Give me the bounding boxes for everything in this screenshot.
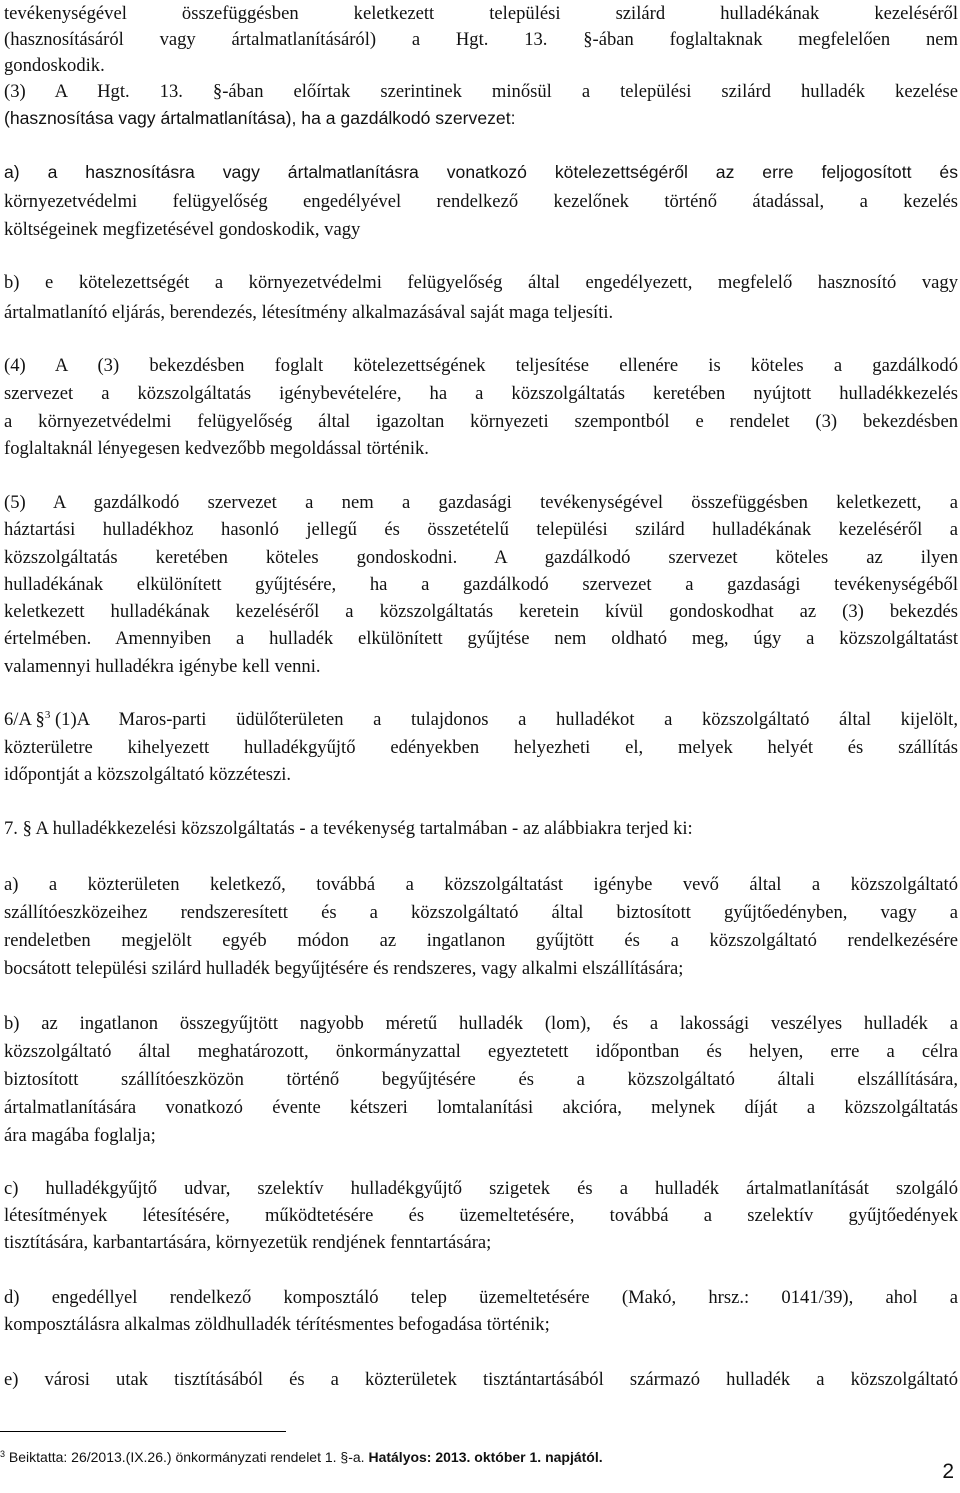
text-line: közszolgáltató által meghatározott, önkormányzattal egyeztetett időpontban és helyen, erre a célra [4,1041,958,1062]
text-line: (5) A gazdálkodó szervezet a nem a gazdasági tevékenységével összefüggésben keletkezett, a [4,492,958,513]
footnote-effective-date: Hatályos: 2013. október 1. napjától. [368,1449,603,1465]
text-line: időpontját a közszolgáltató közzéteszi. [4,764,292,785]
text-line: biztosított szállítóeszközön történő begyűjtésére és a közszolgáltató általi elszállítására, [4,1069,958,1090]
text-line: (hasznosításáról vagy ártalmatlanításáról) a Hgt. 13. §-ában foglaltaknak megfelelően nem [4,29,958,50]
text-line: ártalmatlanítására vonatkozó évente kétszeri lomtalanítási akcióra, melynek díját a közszolgáltatás [4,1097,958,1118]
text-line: ártalmatlanító eljárás, berendezés, létesítmény alkalmazásával saját maga teljesíti. [4,302,614,323]
text-line: valamennyi hulladékra igénybe kell venni. [4,656,321,677]
text-line: rendeletben megjelölt egyéb módon az ingatlanon gyűjtött és a közszolgáltató rendelkezésére [4,930,958,951]
text-line: bocsátott települési szilárd hulladék begyűjtésére és rendszeres, vagy alkalmi elszállítására; [4,958,684,979]
text-line: (4) A (3) bekezdésben foglalt kötelezettségének teljesítése ellenére is köteles a gazdálkodó [4,355,958,376]
footnote-text: Beiktatta: 26/2013.(IX.26.) önkormányzati rendelet 1. §-a. [8,1449,365,1465]
footnote-marker: 3 [0,1449,6,1459]
text-line: (1)A Maros-parti üdülőterületen a tulajdonos a hulladékot a közszolgáltató által kijelölt, [54,709,958,730]
text-line: létesítmények létesítésére, működtetésére és üzemeltetésére, továbbá a szelektív gyűjtőedények [4,1205,958,1226]
text-line: közszolgáltatás keretében köteles gondoskodni. A gazdálkodó szervezet köteles az ilyen [4,547,958,568]
footnote-ref: 3 [44,709,51,721]
text-line: 7. § A hulladékkezelési közszolgáltatás - a tevékenység tartalmában - az alábbiakra terjed ki: [4,818,693,839]
text-line: szervezet a közszolgáltatás igénybevételére, ha a közszolgáltatás keretében nyújtott hulladékkezelés [4,383,958,404]
text-line: értelmében. Amennyiben a hulladék elkülönített gyűjtése nem oldható meg, úgy a közszolgáltatást [4,628,958,649]
text-line: (3) A Hgt. 13. §-ában előírtak szerintinek minősül a települési szilárd hulladék kezelése [4,81,958,102]
text-line: e) városi utak tisztításából és a közterületek tisztántartásából származó hulladék a közszolgáltató [4,1369,958,1390]
footnote-divider [0,1431,286,1432]
text-line: háztartási hulladékhoz hasonló jellegű és összetételű települési szilárd hulladékának kezeléséről a [4,519,958,540]
text-line: keletkezett hulladékának kezeléséről a közszolgáltatás keretein kívül gondoskodhat az (3) bekezdés [4,601,958,622]
text-line: költségeinek megfizetésével gondoskodik, vagy [4,219,361,240]
text-line: tevékenységével összefüggésben keletkezett települési szilárd hulladékának kezeléséről [4,3,958,24]
text-line: gondoskodik. [4,55,105,76]
text-line: hulladékának elkülönített gyűjtésére, ha a gazdálkodó szervezet a gazdasági tevékenységéből [4,574,958,595]
page-number: 2 [942,1460,954,1483]
footnote [0,1448,900,1466]
text-line: szállítóeszközeihez rendszeresített és a közszolgáltató által biztosított gyűjtőedényben, vagy a [4,902,958,923]
text-line: ára magába foglalja; [4,1125,156,1146]
text-line: közterületre kihelyezett hulladékgyűjtő edényekben helyezheti el, melyek helyét és szállítás [4,737,958,758]
text-line: tisztítására, karbantartására, környezetük rendjének fenntartására; [4,1232,492,1253]
text-line: b) az ingatlanon összegyűjtött nagyobb méretű hulladék (lom), és a lakossági veszélyes hulladék a [4,1013,958,1034]
text-line: a) a közterületen keletkező, továbbá a közszolgáltatást igénybe vevő által a közszolgáltató [4,874,958,895]
text-line: komposztálásra alkalmas zöldhulladék térítésmentes befogadása történik; [4,1314,550,1335]
text-line: c) hulladékgyűjtő udvar, szelektív hulladékgyűjtő szigetek és a hulladék ártalmatlanítását szolgáló [4,1178,958,1199]
text-line: (hasznosítása vagy ártalmatlanítása), ha a gazdálkodó szervezet: [4,108,516,128]
text-line: b) e kötelezettségét a környezetvédelmi felügyelőség által engedélyezett, megfelelő hasznosító vagy [4,272,958,293]
text-line: d) engedéllyel rendelkező komposztáló telep üzemeltetésére (Makó, hrsz.: 0141/39), ahol a [4,1287,958,1308]
section-number: 6/A §$^3$ [4,709,51,730]
text-line: a) a hasznosításra vagy ártalmatlanításra vonatkozó kötelezettségéről az erre feljogosított és [4,162,958,182]
text-line: a környezetvédelmi felügyelőség által igazoltan környezeti szempontból e rendelet (3) bekezdésben [4,411,958,432]
section-6a-first-line [4,708,958,732]
text-line: környezetvédelmi felügyelőség engedélyével rendelkező kezelőnek történő átadással, a kezelés [4,191,958,212]
text-line: foglaltaknál lényegesen kedvezőbb megoldással történik. [4,438,429,459]
